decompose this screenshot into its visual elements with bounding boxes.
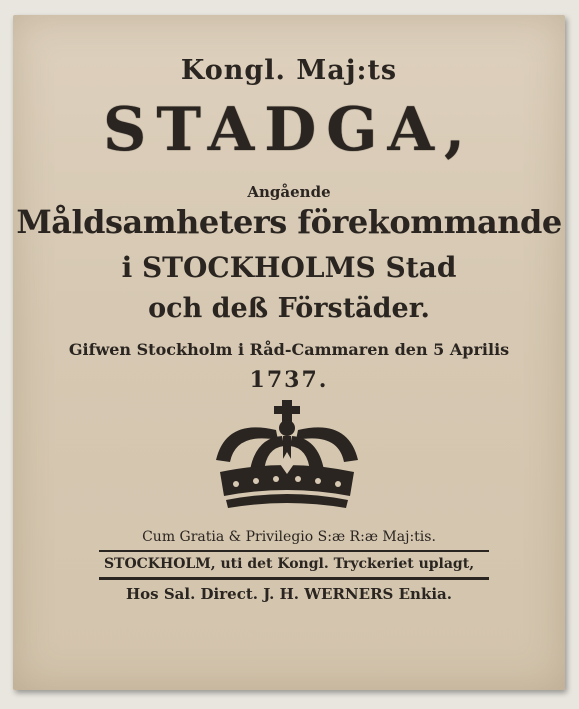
subject-intro: Angående	[247, 183, 331, 201]
year: 1737.	[249, 367, 329, 393]
heading-large: STADGA,	[103, 95, 475, 165]
crown-icon	[206, 400, 368, 510]
given-line: Gifwen Stockholm i Råd-Cammaren den 5 Aprilis	[68, 340, 510, 359]
publisher-line: Hos Sal. Direct. J. H. WERNERS Enkia.	[126, 585, 452, 603]
document-page	[13, 15, 565, 690]
subject-line-2: i STOCKHOLMS Stad	[121, 251, 457, 284]
subject-line-1: Måldsamheters förekommande	[16, 203, 562, 241]
divider-rule	[99, 550, 489, 552]
heading-small: Kongl. Maj:ts	[180, 55, 398, 86]
subject-line-3: och deß Förstäder.	[148, 293, 430, 324]
printer-line: STOCKHOLM, uti det Kongl. Tryckeriet uplagt,	[103, 556, 475, 572]
privilege-line: Cum Gratia & Privilegio S:æ R:æ Maj:tis.	[142, 529, 436, 545]
divider-rule	[99, 577, 489, 580]
